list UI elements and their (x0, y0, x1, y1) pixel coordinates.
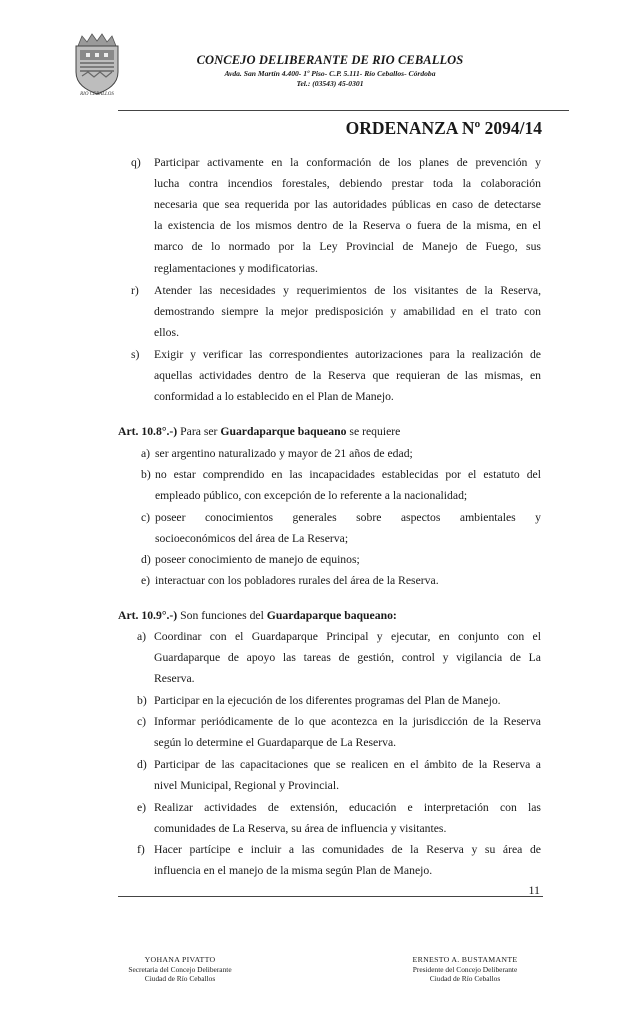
item-line: reglamentaciones y modificatorias. (154, 262, 318, 275)
item-letter: d) (141, 553, 151, 566)
item-letter: d) (137, 758, 147, 771)
item-line: poseer conocimiento de manejo de equinos; (155, 553, 360, 566)
item-line: Realizar actividades de extensión, educación e interpretación con las (154, 801, 541, 814)
organization-phone: Tel.: (03543) 45-0301 (296, 79, 364, 88)
item-line: influencia en el manejo de la misma según Plan de Manejo. (154, 864, 433, 877)
item-letter: a) (141, 447, 151, 460)
item-line: comunidades de La Reserva, su área de influencia y visitantes. (154, 822, 447, 835)
item-line: lucha contra incendios forestales, debiendo prestar toda la colaboración (154, 177, 541, 190)
item-line: conformidad a lo establecido en el Plan de Manejo. (154, 390, 394, 403)
item-letter: b) (137, 694, 147, 707)
article-tail: se requiere (349, 425, 401, 438)
item-letter: a) (137, 630, 147, 643)
item-letter: e) (141, 574, 151, 587)
item-line: no estar comprendido en las incapacidades establecidas por el estatuto del (155, 468, 541, 481)
item-line: Participar de las capacitaciones que se realicen en el ámbito de la Reserva a (154, 758, 541, 771)
item-line: Participar en la ejecución de los diferentes programas del Plan de Manejo. (154, 694, 501, 707)
item-line: Coordinar con el Guardaparque Principal y ejecutar, en conjunto con el (154, 630, 541, 643)
ordinance-number: ORDENANZA Nº 2094/14 (345, 118, 542, 138)
article-10-9-heading (118, 609, 397, 623)
article-subject: Guardaparque baqueano (220, 425, 347, 438)
item-letter: b) (141, 468, 151, 481)
signatory-role: Secretaria del Concejo Deliberante (128, 964, 232, 974)
header-divider (118, 110, 569, 111)
organization-address: Avda. San Martín 4.400- 1º Piso- C.P. 5.111- Río Ceballos- Córdoba (224, 69, 436, 78)
item-line: necesaria que sea requerida por las autoridades públicas en caso de detectarse (154, 198, 541, 211)
signatory-name: ERNESTO A. BUSTAMANTE (412, 955, 518, 964)
item-letter: e) (137, 801, 147, 814)
item-letter: s) (131, 348, 140, 361)
item-letter: q) (131, 156, 141, 169)
item-line: nivel Municipal, Regional y Provincial. (154, 779, 340, 792)
item-line: Exigir y verificar las correspondientes autorizaciones para la realización de (154, 348, 541, 361)
article-number: Art. 10.9°.-) (118, 609, 178, 622)
item-line: Hacer partícipe e incluir a las comunidades de la Reserva y su área de (154, 843, 541, 856)
left-signature-block (100, 955, 260, 984)
item-letter: c) (137, 715, 147, 728)
item-line: la existencia de los mismos dentro de la Reserva o fuera de la misma, en el (154, 219, 541, 232)
item-line: ellos. (154, 326, 179, 339)
signatory-place: Ciudad de Río Ceballos (429, 974, 501, 983)
signatory-place: Ciudad de Río Ceballos (144, 974, 216, 983)
organization-name: CONCEJO DELIBERANTE DE RIO CEBALLOS (196, 53, 464, 67)
item-line: poseer conocimientos generales sobre aspectos ambientales y (155, 511, 541, 524)
item-line: socioeconómicos del área de La Reserva; (155, 532, 349, 545)
item-line: marco de lo normado por la Ley Provincial de Manejo de Fuego, sus (154, 240, 541, 253)
footer-divider (118, 896, 543, 897)
item-letter: r) (131, 284, 139, 297)
article-subject: Guardaparque baqueano: (266, 609, 397, 622)
item-line: según lo determine el Guardaparque de La Reserva. (154, 736, 397, 749)
item-letter: c) (141, 511, 151, 524)
page-number: 11 (528, 883, 540, 897)
item-line: Participar activamente en la conformación de los planes de prevención y (154, 156, 541, 169)
article-intro: Para ser (180, 425, 218, 438)
article-number: Art. 10.8°.-) (118, 425, 178, 438)
item-line: aquellas actividades dentro de la Reserva que requieran de las mismas, en (154, 369, 541, 382)
item-letter: f) (137, 843, 145, 856)
item-line: interactuar con los pobladores rurales del área de la Reserva. (155, 574, 439, 587)
item-line: empleado público, con excepción de lo referente a la nacionalidad; (155, 489, 468, 502)
item-line: Informar periódicamente de lo que acontezca en la jurisdicción de la Reserva (154, 715, 541, 728)
logo-caption: RIO CEBALLOS (80, 92, 114, 97)
item-line: Atender las necesidades y requerimientos de los visitantes de la Reserva, (154, 284, 541, 297)
article-10-8-heading (118, 425, 400, 439)
item-line: Guardaparque de apoyo las tareas de gestión, control y vigilancia de La (154, 651, 541, 664)
item-line: Reserva. (154, 672, 195, 685)
signatory-role: Presidente del Concejo Deliberante (412, 964, 518, 974)
item-line: ser argentino naturalizado y mayor de 21 años de edad; (155, 447, 413, 460)
item-line: demostrando siempre la mejor predisposición y amabilidad en el trato con (154, 305, 541, 318)
municipal-shield-logo (72, 32, 122, 96)
right-signature-block (380, 955, 550, 984)
signatory-name: YOHANA PIVATTO (144, 955, 216, 964)
article-intro: Son funciones del (180, 609, 264, 622)
